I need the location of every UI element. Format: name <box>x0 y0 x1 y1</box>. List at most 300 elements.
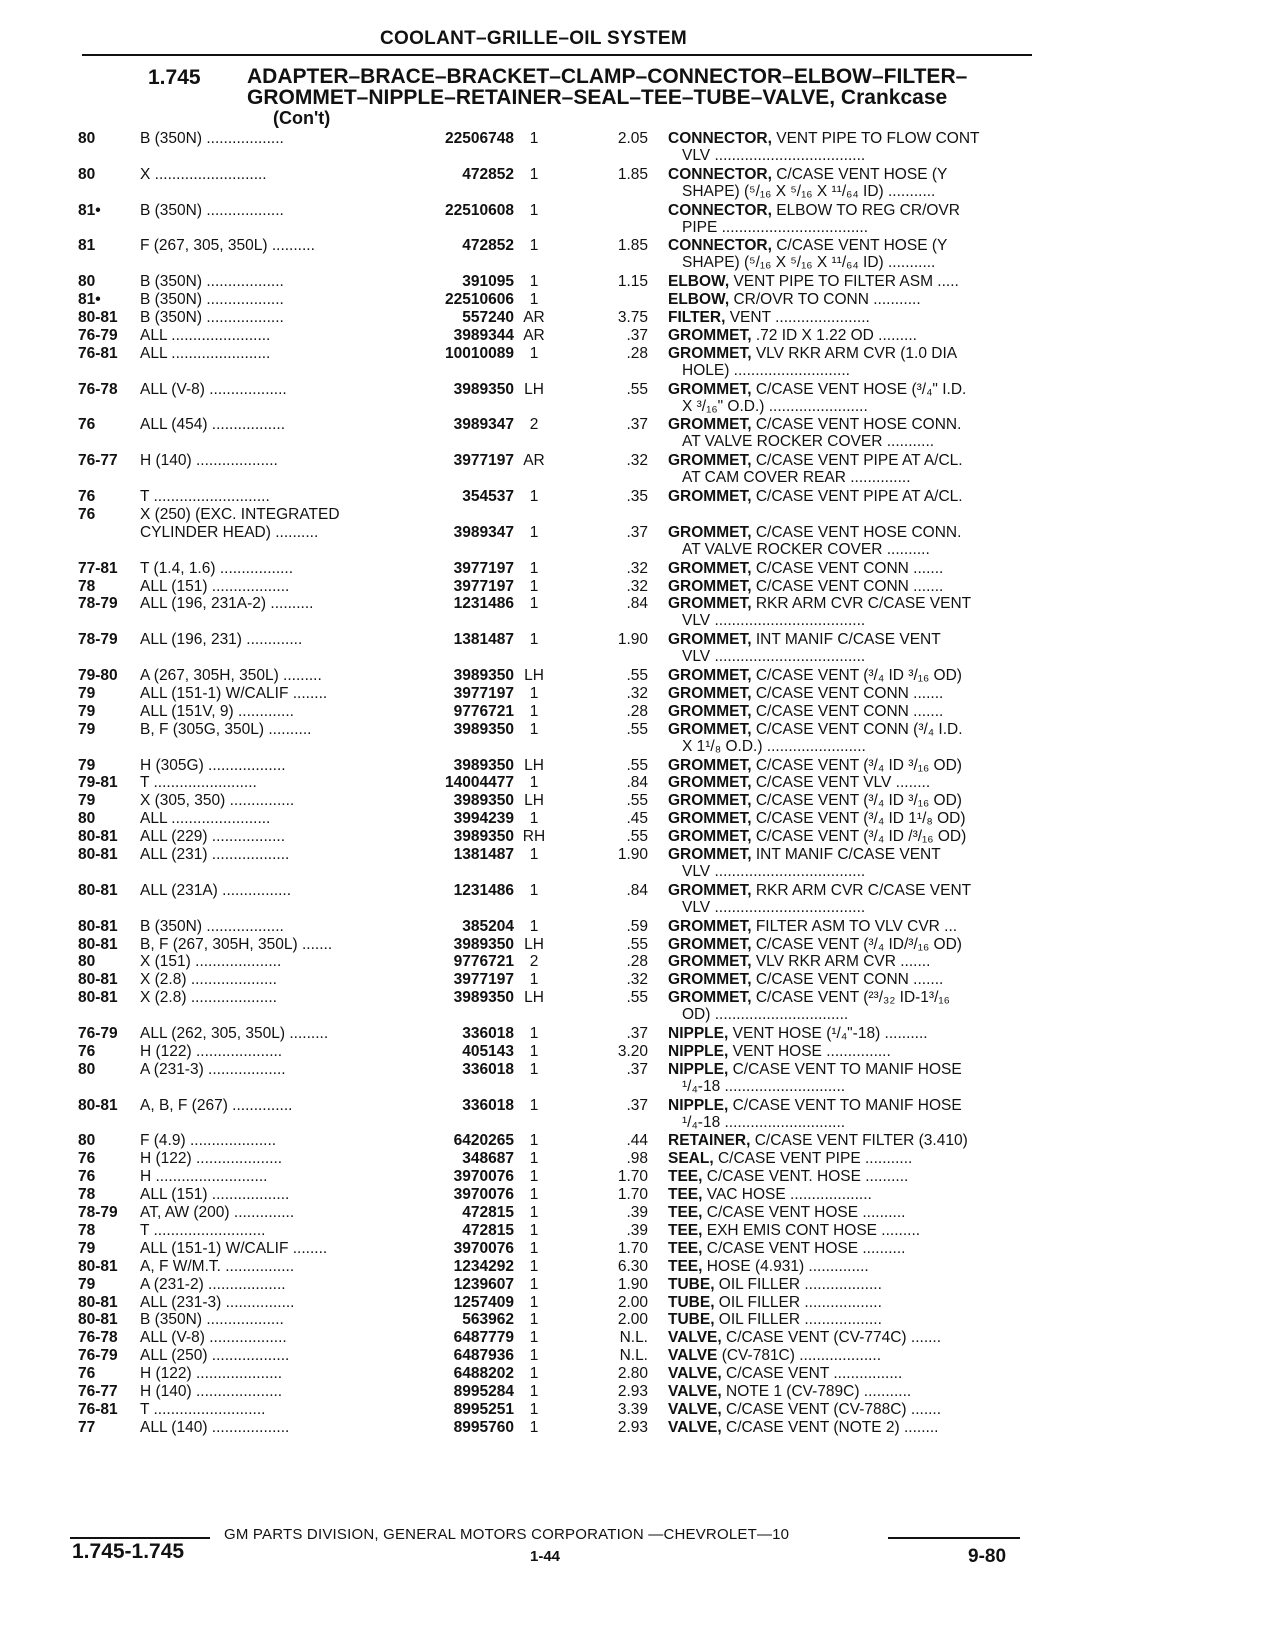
description-cell <box>668 1150 1038 1168</box>
year-cell: 80-81 <box>78 917 118 935</box>
part-description: C/CASE VENT CONN ....... <box>751 559 944 577</box>
description-continuation: VLV ................................... <box>682 612 866 630</box>
section-title-line1: ADAPTER–BRACE–BRACKET–CLAMP–CONNECTOR–ELBOW–FILTER– <box>247 65 968 88</box>
description-cell <box>668 578 1038 596</box>
description-cell <box>668 703 1038 721</box>
price-cell: .84 <box>626 595 648 613</box>
model-cell: F (267, 305, 350L) .......... <box>140 237 315 255</box>
quantity-cell: 1 <box>529 631 539 649</box>
description-cell <box>668 1401 1038 1419</box>
year-cell: 80-81 <box>78 828 118 846</box>
quantity-cell: 1 <box>529 917 539 935</box>
part-name: CONNECTOR, <box>668 237 772 255</box>
description-cell <box>668 989 1038 1007</box>
description-cell <box>668 1276 1038 1294</box>
price-cell: 6.30 <box>617 1257 648 1275</box>
part-name: TEE, <box>668 1204 703 1221</box>
table-row <box>0 846 1280 864</box>
section-continued: (Con't) <box>273 108 331 128</box>
quantity-cell: 1 <box>529 1132 539 1150</box>
part-number-cell: 8995251 <box>453 1400 514 1418</box>
part-name: ELBOW, <box>668 291 730 309</box>
model-cell: X (305, 350) ............... <box>140 792 295 810</box>
part-description: OIL FILLER .................. <box>714 1311 882 1329</box>
description-continuation: X 1¹/₈ O.D.) ....................... <box>682 737 866 755</box>
table-row <box>0 918 1280 936</box>
part-name: GROMMET, <box>668 488 752 505</box>
part-description: C/CASE VENT CONN ....... <box>751 577 944 595</box>
price-cell: 2.93 <box>617 1418 648 1436</box>
part-number-cell: 336018 <box>462 1096 514 1114</box>
table-row <box>0 1204 1280 1222</box>
quantity-cell: 1 <box>529 702 539 720</box>
price-cell: .55 <box>626 667 648 684</box>
description-cell <box>668 828 1038 846</box>
part-description: VAC HOSE ................... <box>702 1186 872 1204</box>
quantity-cell: 1 <box>529 237 539 255</box>
quantity-cell: 1 <box>529 720 539 738</box>
model-cell: H .......................... <box>140 1168 268 1186</box>
part-name: NIPPLE, <box>668 1060 729 1078</box>
description-continuation: VLV ................................... <box>682 648 866 666</box>
description-continuation: AT VALVE ROCKER COVER ........... <box>682 433 935 451</box>
quantity-cell: 1 <box>529 488 539 505</box>
part-description: C/CASE VENT CONN ....... <box>751 702 944 720</box>
price-cell: 2.00 <box>617 1311 648 1329</box>
part-name: GROMMET, <box>668 667 752 684</box>
part-number-cell: 1381487 <box>453 846 514 863</box>
year-cell: 76-81 <box>78 344 118 362</box>
table-row <box>0 703 1280 721</box>
year-cell: 78 <box>78 1186 96 1204</box>
part-description: VLV RKR ARM CVR (1.0 DIA <box>751 344 958 362</box>
year-cell: 78-79 <box>78 631 118 649</box>
price-cell: .37 <box>626 1060 648 1078</box>
model-cell: B (350N) .................. <box>140 1311 284 1329</box>
description-continuation: VLV ................................... <box>682 146 866 164</box>
description-cell <box>668 1025 1038 1043</box>
year-cell: 80-81 <box>78 989 118 1007</box>
year-cell: 79 <box>78 1275 96 1293</box>
quantity-cell: 1 <box>529 1293 539 1311</box>
price-cell: .32 <box>626 971 648 989</box>
part-description: C/CASE VENT CONN ....... <box>751 971 944 989</box>
part-number-cell: 472815 <box>462 1204 514 1221</box>
price-cell: 1.85 <box>617 237 648 255</box>
description-cell <box>668 1294 1038 1312</box>
table-row <box>0 1150 1280 1168</box>
part-name: TEE, <box>668 1168 703 1186</box>
model-cell: T .......................... <box>140 1400 266 1418</box>
price-cell: .98 <box>626 1150 648 1168</box>
description-cell <box>668 1365 1038 1383</box>
footer-section-range: 1.745-1.745 <box>72 1540 185 1563</box>
part-number-cell: 354537 <box>462 488 514 505</box>
part-description: C/CASE VENT TO MANIF HOSE <box>728 1060 962 1078</box>
table-row <box>0 1043 1280 1061</box>
model-cell: ALL ....................... <box>140 810 271 828</box>
part-description: C/CASE VENT PIPE AT A/CL. <box>751 488 963 505</box>
year-cell: 76 <box>78 1168 96 1186</box>
model-cell: B (350N) .................. <box>140 917 284 935</box>
model-cell: H (140) ................... <box>140 452 278 470</box>
model-cell: ALL (231) .................. <box>140 846 290 863</box>
price-cell: .37 <box>626 1025 648 1042</box>
year-cell: 78-79 <box>78 1204 118 1221</box>
year-cell: 79 <box>78 684 96 702</box>
description-cell <box>668 1061 1038 1079</box>
model-cell: ALL (140) .................. <box>140 1418 290 1436</box>
price-cell: .55 <box>626 828 648 846</box>
quantity-cell: 1 <box>529 1311 539 1329</box>
part-description: INT MANIF C/CASE VENT <box>751 631 941 649</box>
quantity-cell: LH <box>524 756 544 774</box>
quantity-cell: 1 <box>529 1275 539 1293</box>
part-description: RKR ARM CVR C/CASE VENT <box>751 595 972 613</box>
price-cell: .32 <box>626 684 648 702</box>
price-cell: .37 <box>626 326 648 344</box>
year-cell: 81 <box>78 237 96 255</box>
year-cell: 80 <box>78 273 96 291</box>
description-cell <box>668 381 1038 399</box>
table-row <box>0 685 1280 703</box>
quantity-cell: 2 <box>529 953 539 971</box>
price-cell: 1.70 <box>617 1186 648 1204</box>
table-row <box>0 1061 1280 1079</box>
description-cell <box>668 846 1038 864</box>
part-name: CONNECTOR, <box>668 130 772 147</box>
part-name: GROMMET, <box>668 792 752 810</box>
year-cell: 77-81 <box>78 559 118 577</box>
part-number-cell: 336018 <box>462 1060 514 1078</box>
description-cell <box>668 685 1038 703</box>
model-cell: A, F W/M.T. ................ <box>140 1257 295 1275</box>
part-description: HOSE (4.931) .............. <box>702 1257 869 1275</box>
part-description: (CV-781C) ................... <box>717 1347 882 1365</box>
part-description: C/CASE VENT FILTER (3.410) <box>750 1132 968 1150</box>
part-number-cell: 6487779 <box>453 1329 514 1347</box>
part-number-cell: 557240 <box>462 309 514 326</box>
table-row <box>0 506 1280 524</box>
part-name: TEE, <box>668 1221 703 1239</box>
table-row <box>0 971 1280 989</box>
model-cell: X (250) (EXC. INTEGRATED <box>140 505 340 523</box>
model-cell: ALL (231-3) ................ <box>140 1293 295 1311</box>
part-name: GROMMET, <box>668 523 752 541</box>
model-cell: B, F (267, 305H, 350L) ....... <box>140 935 333 953</box>
footer-text: GM PARTS DIVISION, GENERAL MOTORS CORPORATION —CHEVROLET—10 <box>224 1526 790 1543</box>
model-cell: CYLINDER HEAD) .......... <box>140 523 319 541</box>
part-description: C/CASE VENT HOSE .......... <box>702 1239 906 1257</box>
description-cell <box>668 757 1038 775</box>
footer-rule-left <box>70 1537 210 1539</box>
part-description: CR/OVR TO CONN ........... <box>729 291 921 309</box>
table-row <box>0 936 1280 954</box>
table-row <box>0 1329 1280 1347</box>
part-name: GROMMET, <box>668 684 752 702</box>
description-cell <box>668 1419 1038 1437</box>
part-number-cell: 3970076 <box>453 1168 514 1186</box>
year-cell: 76-77 <box>78 1383 118 1400</box>
quantity-cell: 1 <box>529 344 539 362</box>
description-cell <box>668 1258 1038 1276</box>
year-cell: 78 <box>78 1221 96 1239</box>
part-name: GROMMET, <box>668 774 752 792</box>
price-cell: 1.15 <box>617 273 648 291</box>
table-row <box>0 273 1280 291</box>
model-cell: H (305G) .................. <box>140 756 286 774</box>
part-description: C/CASE VENT (CV-774C) ....... <box>721 1329 942 1347</box>
part-number-cell: 6488202 <box>453 1365 514 1383</box>
year-cell: 80-81 <box>78 935 118 953</box>
price-cell: 1.70 <box>617 1168 648 1186</box>
quantity-cell: 1 <box>529 1418 539 1436</box>
price-cell: .84 <box>626 774 648 792</box>
table-row <box>0 667 1280 685</box>
part-description: C/CASE VENT (³/₄ ID 1¹/₈ OD) <box>751 810 966 828</box>
quantity-cell: 1 <box>529 1365 539 1383</box>
part-description: OIL FILLER .................. <box>714 1293 882 1311</box>
part-number-cell: 22510608 <box>445 201 514 219</box>
model-cell: H (122) .................... <box>140 1042 283 1060</box>
year-cell: 76-78 <box>78 380 118 398</box>
description-continuation: AT VALVE ROCKER COVER .......... <box>682 540 930 558</box>
quantity-cell: 1 <box>529 1042 539 1060</box>
table-row <box>0 1168 1280 1186</box>
year-cell: 76-79 <box>78 1025 118 1042</box>
year-cell: 80-81 <box>78 881 118 899</box>
description-cell <box>668 1347 1038 1365</box>
part-number-cell: 3989347 <box>453 416 514 434</box>
quantity-cell: LH <box>524 380 544 398</box>
model-cell: A (267, 305H, 350L) ......... <box>140 667 322 684</box>
part-description: INT MANIF C/CASE VENT <box>751 846 941 863</box>
quantity-cell: AR <box>523 326 545 344</box>
price-cell: .39 <box>626 1204 648 1221</box>
part-number-cell: 563962 <box>462 1311 514 1329</box>
quantity-cell: 1 <box>529 881 539 899</box>
model-cell: A (231-3) .................. <box>140 1060 286 1078</box>
model-cell: F (4.9) .................... <box>140 1132 277 1150</box>
quantity-cell: 1 <box>529 1329 539 1347</box>
table-row <box>0 452 1280 470</box>
table-row <box>0 1347 1280 1365</box>
part-number-cell: 348687 <box>462 1150 514 1168</box>
year-cell: 80-81 <box>78 309 118 326</box>
price-cell: .28 <box>626 953 648 971</box>
year-cell: 80-81 <box>78 1096 118 1114</box>
year-cell: 78-79 <box>78 595 118 613</box>
table-row <box>0 1383 1280 1401</box>
price-cell: 1.85 <box>617 165 648 183</box>
quantity-cell: 1 <box>529 1400 539 1418</box>
part-number-cell: 3970076 <box>453 1239 514 1257</box>
part-description: C/CASE VENT PIPE AT A/CL. <box>751 452 963 470</box>
part-description: VLV RKR ARM CVR ....... <box>751 953 931 971</box>
part-description: OIL FILLER .................. <box>714 1275 882 1293</box>
part-name: VALVE <box>668 1347 718 1365</box>
model-cell: X (151) .................... <box>140 953 282 971</box>
part-description: ELBOW TO REG CR/OVR <box>771 201 960 219</box>
part-name: VALVE, <box>668 1383 722 1400</box>
description-continuation: AT CAM COVER REAR .............. <box>682 469 911 487</box>
description-cell <box>668 309 1038 327</box>
part-description: VENT PIPE TO FLOW CONT <box>771 130 980 147</box>
part-description: C/CASE VENT. HOSE .......... <box>702 1168 909 1186</box>
part-number-cell: 3994239 <box>453 810 514 828</box>
description-continuation: ¹/₄-18 ............................ <box>682 1077 846 1095</box>
description-cell <box>668 1168 1038 1186</box>
quantity-cell: 1 <box>529 291 539 309</box>
part-name: CONNECTOR, <box>668 165 772 183</box>
part-name: GROMMET, <box>668 953 752 971</box>
part-number-cell: 8995760 <box>453 1418 514 1436</box>
description-cell <box>668 130 1038 148</box>
quantity-cell: 1 <box>529 201 539 219</box>
table-row <box>0 1419 1280 1437</box>
description-cell <box>668 631 1038 649</box>
quantity-cell: 1 <box>529 1221 539 1239</box>
part-name: TUBE, <box>668 1293 715 1311</box>
year-cell: 76-79 <box>78 1347 118 1365</box>
price-cell: .32 <box>626 559 648 577</box>
part-name: CONNECTOR, <box>668 201 772 219</box>
table-row <box>0 1276 1280 1294</box>
part-number-cell: 8995284 <box>453 1383 514 1400</box>
price-cell: .37 <box>626 1096 648 1114</box>
model-cell: ALL (231A) ................ <box>140 881 292 899</box>
part-number-cell: 1231486 <box>453 881 514 899</box>
table-row <box>0 757 1280 775</box>
description-cell <box>668 1204 1038 1222</box>
part-description: EXH EMIS CONT HOSE ......... <box>702 1221 921 1239</box>
year-cell: 80-81 <box>78 1257 118 1275</box>
price-cell: 3.20 <box>617 1042 648 1060</box>
part-description: C/CASE VENT (³/₄ ID ³/₁₆ OD) <box>751 667 962 684</box>
price-cell: .84 <box>626 881 648 899</box>
table-row <box>0 882 1280 900</box>
part-name: VALVE, <box>668 1329 722 1347</box>
quantity-cell: LH <box>524 667 544 684</box>
model-cell: X (2.8) .................... <box>140 989 277 1007</box>
quantity-cell: 1 <box>529 1383 539 1400</box>
quantity-cell: LH <box>524 935 544 953</box>
description-cell <box>668 971 1038 989</box>
description-cell <box>668 810 1038 828</box>
quantity-cell: 1 <box>529 810 539 828</box>
model-cell: T ........................ <box>140 774 257 792</box>
part-name: VALVE, <box>668 1365 722 1383</box>
year-cell: 76 <box>78 488 96 505</box>
price-cell: N.L. <box>619 1329 648 1347</box>
part-number-cell: 472815 <box>462 1221 514 1239</box>
footer-rule-right <box>888 1537 1020 1539</box>
description-continuation: HOLE) ........................... <box>682 361 850 379</box>
part-name: TEE, <box>668 1186 703 1204</box>
price-cell: .35 <box>626 488 648 505</box>
part-number-cell: 405143 <box>462 1042 514 1060</box>
part-number-cell: 3970076 <box>453 1186 514 1204</box>
part-number-cell: 14004477 <box>445 774 514 792</box>
part-name: GROMMET, <box>668 828 752 846</box>
part-description: C/CASE VENT (³/₄ ID ³/₁₆ OD) <box>751 792 962 810</box>
table-row <box>0 524 1280 542</box>
part-number-cell: 472852 <box>462 165 514 183</box>
section-title-line2: GROMMET–NIPPLE–RETAINER–SEAL–TEE–TUBE–VALVE, Crankcase <box>247 86 948 109</box>
part-name: GROMMET, <box>668 344 752 362</box>
model-cell: T .......................... <box>140 1221 266 1239</box>
table-row <box>0 166 1280 184</box>
part-description: C/CASE VENT HOSE .......... <box>702 1204 906 1221</box>
description-cell <box>668 237 1038 255</box>
part-description: C/CASE VENT HOSE CONN. <box>751 416 962 434</box>
model-cell: ALL (262, 305, 350L) ......... <box>140 1025 329 1042</box>
part-name: GROMMET, <box>668 756 752 774</box>
table-row <box>0 327 1280 345</box>
description-continuation: SHAPE) (⁵/₁₆ X ⁵/₁₆ X ¹¹/₆₄ ID) ........... <box>682 254 936 272</box>
table-row <box>0 631 1280 649</box>
part-name: SEAL, <box>668 1150 714 1168</box>
quantity-cell: AR <box>523 309 545 326</box>
part-name: GROMMET, <box>668 989 752 1007</box>
description-cell <box>668 416 1038 434</box>
description-cell <box>668 452 1038 470</box>
price-cell: .37 <box>626 416 648 434</box>
part-description: C/CASE VENT CONN (³/₄ I.D. <box>751 720 963 738</box>
part-description: VENT PIPE TO FILTER ASM ..... <box>729 273 959 291</box>
part-description: C/CASE VENT (CV-788C) ....... <box>721 1400 942 1418</box>
quantity-cell: 1 <box>529 577 539 595</box>
price-cell: 3.39 <box>617 1400 648 1418</box>
price-cell: 2.00 <box>617 1293 648 1311</box>
description-cell <box>668 936 1038 954</box>
table-row <box>0 488 1280 506</box>
quantity-cell: 1 <box>529 165 539 183</box>
description-cell <box>668 792 1038 810</box>
description-cell <box>668 882 1038 900</box>
part-name: NIPPLE, <box>668 1042 729 1060</box>
model-cell: T (1.4, 1.6) ................. <box>140 559 294 577</box>
model-cell: H (122) .................... <box>140 1150 283 1168</box>
table-row <box>0 130 1280 148</box>
table-row <box>0 202 1280 220</box>
part-number-cell: 3989350 <box>453 720 514 738</box>
part-number-cell: 3977197 <box>453 452 514 470</box>
part-name: GROMMET, <box>668 326 752 344</box>
part-number-cell: 9776721 <box>453 702 514 720</box>
model-cell: B, F (305G, 350L) .......... <box>140 720 312 738</box>
quantity-cell: 1 <box>529 971 539 989</box>
year-cell: 81• <box>78 201 101 219</box>
description-cell <box>668 1240 1038 1258</box>
part-name: GROMMET, <box>668 559 752 577</box>
year-cell: 81• <box>78 291 101 309</box>
part-number-cell: 3989350 <box>453 380 514 398</box>
table-row <box>0 1365 1280 1383</box>
description-continuation: X ³/₁₆" O.D.) ....................... <box>682 397 868 415</box>
description-cell <box>668 560 1038 578</box>
price-cell: .55 <box>626 989 648 1007</box>
model-cell: H (140) .................... <box>140 1383 283 1400</box>
part-name: GROMMET, <box>668 917 752 935</box>
model-cell: ALL ....................... <box>140 326 271 344</box>
year-cell: 76 <box>78 1365 96 1383</box>
part-number-cell: 3989347 <box>453 523 514 541</box>
quantity-cell: AR <box>523 452 545 470</box>
page-header-title: COOLANT–GRILLE–OIL SYSTEM <box>380 28 687 49</box>
description-cell <box>668 595 1038 613</box>
part-name: TUBE, <box>668 1311 715 1329</box>
